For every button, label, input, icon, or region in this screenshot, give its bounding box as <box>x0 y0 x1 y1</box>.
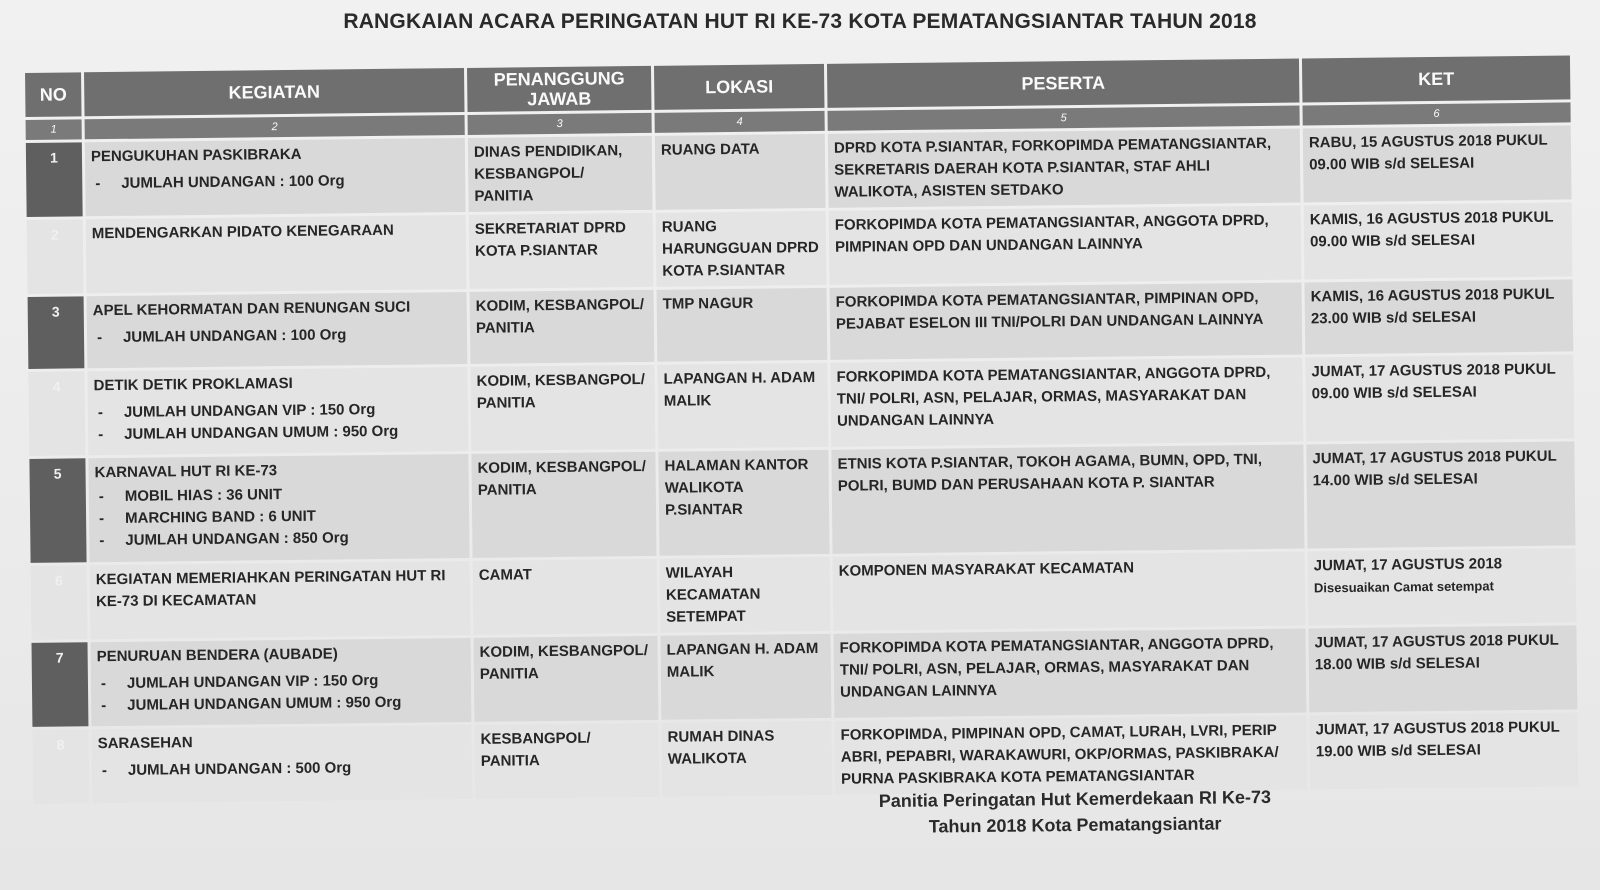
ket-note: Disesuaikan Camat setempat <box>1313 578 1494 596</box>
kegiatan-cell <box>90 561 471 639</box>
kegiatan-title: PENGUKUHAN PASKIBRAKA <box>90 145 302 166</box>
table-row <box>26 125 1572 217</box>
header-number: 2 <box>85 115 465 139</box>
table-row <box>29 441 1575 563</box>
kegiatan-detail: - JUMLAH UNDANGAN UMUM : 950 Org <box>97 691 465 717</box>
kegiatan-cell <box>87 292 468 368</box>
kegiatan-title: MENDENGARKAN PIDATO KENEGARAAN <box>91 221 394 243</box>
lokasi-cell: WILAYAH KECAMATAN SETEMPAT <box>660 557 831 633</box>
lokasi-cell: TMP NAGUR <box>657 288 828 362</box>
schedule-sheet <box>22 52 1578 807</box>
kegiatan-cell <box>87 367 468 455</box>
header-penanggung-jawab: PENANGGUNG JAWAB <box>467 66 651 112</box>
kegiatan-detail: - MOBIL HIAS : 36 UNIT <box>95 482 463 508</box>
kegiatan-detail: - JUMLAH UNDANGAN : 850 Org <box>95 526 463 552</box>
table-row <box>31 548 1577 640</box>
peserta-cell: FORKOPIMDA, PIMPINAN OPD, CAMAT, LURAH, LVRI, PERIP ABRI, PEPABRI, WARAKAWURI, OKP/ORMAS, PASKIBRAKA/ PURNA PASKIBRAKA KOTA PEMATANGSIANTAR <box>834 715 1307 794</box>
schedule-table <box>22 52 1581 807</box>
ket-cell: JUMAT, 17 AGUSTUS 2018 PUKUL 18.00 WIB s/d SELESAI <box>1308 625 1577 712</box>
penanggung-jawab-cell: KODIM, KESBANGPOL/ PANITIA <box>473 636 658 722</box>
kegiatan-cell <box>86 215 467 293</box>
ket-cell: JUMAT, 17 AGUSTUS 2018 PUKUL 09.00 WIB s/d SELESAI <box>1305 354 1574 441</box>
table-row <box>28 354 1574 456</box>
kegiatan-title: SARASEHAN <box>97 734 193 753</box>
kegiatan-cell <box>88 454 469 562</box>
kegiatan-title: KEGIATAN MEMERIAHKAN PERINGATAN HUT RI KE-73 DI KECAMATAN <box>95 567 446 611</box>
document-title: RANGKAIAN ACARA PERINGATAN HUT RI KE-73 KOTA PEMATANGSIANTAR TAHUN 2018 <box>343 10 1257 33</box>
kegiatan-detail: - MARCHING BAND : 6 UNIT <box>95 504 463 530</box>
header-number: 3 <box>468 113 652 135</box>
header-kegiatan: KEGIATAN <box>84 68 464 116</box>
lokasi-cell: HALAMAN KANTOR WALIKOTA P.SIANTAR <box>658 450 829 556</box>
kegiatan-cell <box>85 138 466 216</box>
penanggung-jawab-cell: KODIM, KESBANGPOL/ PANITIA <box>470 365 655 451</box>
peserta-cell: FORKOPIMDA KOTA PEMATANGSIANTAR, PIMPINAN OPD, PEJABAT ESELON III TNI/POLRI DAN UNDANGAN LAINNYA <box>830 282 1303 359</box>
table-row <box>28 279 1574 369</box>
penanggung-jawab-cell: SEKRETARIAT DPRD KOTA P.SIANTAR <box>469 213 654 289</box>
kegiatan-detail: - JUMLAH UNDANGAN VIP : 150 Org <box>97 669 465 695</box>
kegiatan-title: DETIK DETIK PROKLAMASI <box>93 374 293 395</box>
kegiatan-detail: - JUMLAH UNDANGAN VIP : 150 Org <box>94 398 462 424</box>
penanggung-jawab-cell: DINAS PENDIDIKAN, KESBANGPOL/ PANITIA <box>468 136 653 212</box>
kegiatan-detail: - JUMLAH UNDANGAN : 500 Org <box>98 756 466 782</box>
committee-signature <box>830 783 1321 840</box>
row-number: 2 <box>27 219 84 294</box>
lokasi-cell: LAPANGAN H. ADAM MALIK <box>660 634 831 720</box>
ket-cell: KAMIS, 16 AGUSTUS 2018 PUKUL 23.00 WIB s/d SELESAI <box>1304 279 1573 354</box>
penanggung-jawab-cell: KESBANGPOL/ PANITIA <box>474 723 659 799</box>
ket-cell: KAMIS, 16 AGUSTUS 2018 PUKUL 09.00 WIB s/d SELESAI <box>1304 202 1573 279</box>
lokasi-cell: LAPANGAN H. ADAM MALIK <box>657 363 828 449</box>
ket-date: JUMAT, 17 AGUSTUS 2018 <box>1313 555 1503 575</box>
row-number: 3 <box>28 296 85 369</box>
ket-cell: RABU, 15 AGUSTUS 2018 PUKUL 09.00 WIB s/d SELESAI <box>1303 125 1572 202</box>
header-number: 1 <box>26 119 82 140</box>
row-number: 1 <box>26 142 83 217</box>
lokasi-cell: RUANG HARUNGGUAN DPRD KOTA P.SIANTAR <box>656 211 827 287</box>
kegiatan-detail: - JUMLAH UNDANGAN : 100 Org <box>93 323 461 349</box>
header-no: NO <box>25 72 81 117</box>
row-number: 4 <box>28 371 85 456</box>
table-row <box>32 712 1578 804</box>
peserta-cell: FORKOPIMDA KOTA PEMATANGSIANTAR, ANGGOTA DPRD, PIMPINAN OPD DAN UNDANGAN LAINNYA <box>829 206 1302 285</box>
footer-line-1: Panitia Peringatan Hut Kemerdekaan RI Ke-73 <box>878 786 1272 812</box>
peserta-cell: FORKOPIMDA KOTA PEMATANGSIANTAR, ANGGOTA DPRD, TNI/ POLRI, ASN, PELAJAR, ORMAS, MASYARAKAT DAN UNDANGAN LAINNYA <box>830 357 1303 446</box>
ket-cell: JUMAT, 17 AGUSTUS 2018 PUKUL 14.00 WIB s/d SELESAI <box>1306 441 1575 548</box>
penanggung-jawab-cell: CAMAT <box>473 559 658 635</box>
header-number: 6 <box>1302 102 1570 125</box>
row-number: 8 <box>32 729 89 804</box>
row-number: 5 <box>29 458 86 563</box>
peserta-cell: KOMPONEN MASYARAKAT KECAMATAN <box>833 551 1306 630</box>
penanggung-jawab-cell: KODIM, KESBANGPOL/ PANITIA <box>470 290 655 364</box>
table-row <box>27 202 1573 294</box>
kegiatan-cell <box>91 725 472 803</box>
peserta-cell: FORKOPIMDA KOTA PEMATANGSIANTAR, ANGGOTA DPRD, TNI/ POLRI, ASN, PELAJAR, ORMAS, MASYARAKAT DAN UNDANGAN LAINNYA <box>833 628 1306 717</box>
kegiatan-detail: - JUMLAH UNDANGAN : 100 Org <box>91 169 459 195</box>
footer-line-2: Tahun 2018 Kota Pematangsiantar <box>928 813 1222 837</box>
peserta-cell: DPRD KOTA P.SIANTAR, FORKOPIMDA PEMATANGSIANTAR, SEKRETARIS DAERAH KOTA P.SIANTAR, STAF AHLI WALIKOTA, ASISTEN SETDAKO <box>828 129 1301 208</box>
peserta-cell: ETNIS KOTA P.SIANTAR, TOKOH AGAMA, BUMN, OPD, TNI, POLRI, BUMD DAN PERUSAHAAN KOTA P. SIANTAR <box>831 444 1304 553</box>
header-ket: KET <box>1302 55 1570 102</box>
row-number: 6 <box>31 565 88 640</box>
kegiatan-title: KARNAVAL HUT RI KE-73 <box>94 462 278 482</box>
kegiatan-cell <box>90 638 471 726</box>
header-lokasi: LOKASI <box>654 64 824 110</box>
kegiatan-title: PENURUAN BENDERA (AUBADE) <box>96 645 338 666</box>
row-number: 7 <box>32 642 89 727</box>
header-peserta: PESERTA <box>827 59 1299 108</box>
header-number: 4 <box>655 111 825 133</box>
kegiatan-title: APEL KEHORMATAN DAN RENUNGAN SUCI <box>92 298 411 320</box>
lokasi-cell: RUMAH DINAS WALIKOTA <box>661 721 832 797</box>
ket-cell: JUMAT, 17 AGUSTUS 2018 PUKUL 19.00 WIB s/d SELESAI <box>1309 712 1578 789</box>
kegiatan-detail: - JUMLAH UNDANGAN UMUM : 950 Org <box>94 420 462 446</box>
ket-cell <box>1308 548 1577 625</box>
table-row <box>32 625 1578 727</box>
penanggung-jawab-cell: KODIM, KESBANGPOL/ PANITIA <box>471 452 656 558</box>
header-number: 5 <box>828 106 1300 131</box>
lokasi-cell: RUANG DATA <box>655 134 826 210</box>
